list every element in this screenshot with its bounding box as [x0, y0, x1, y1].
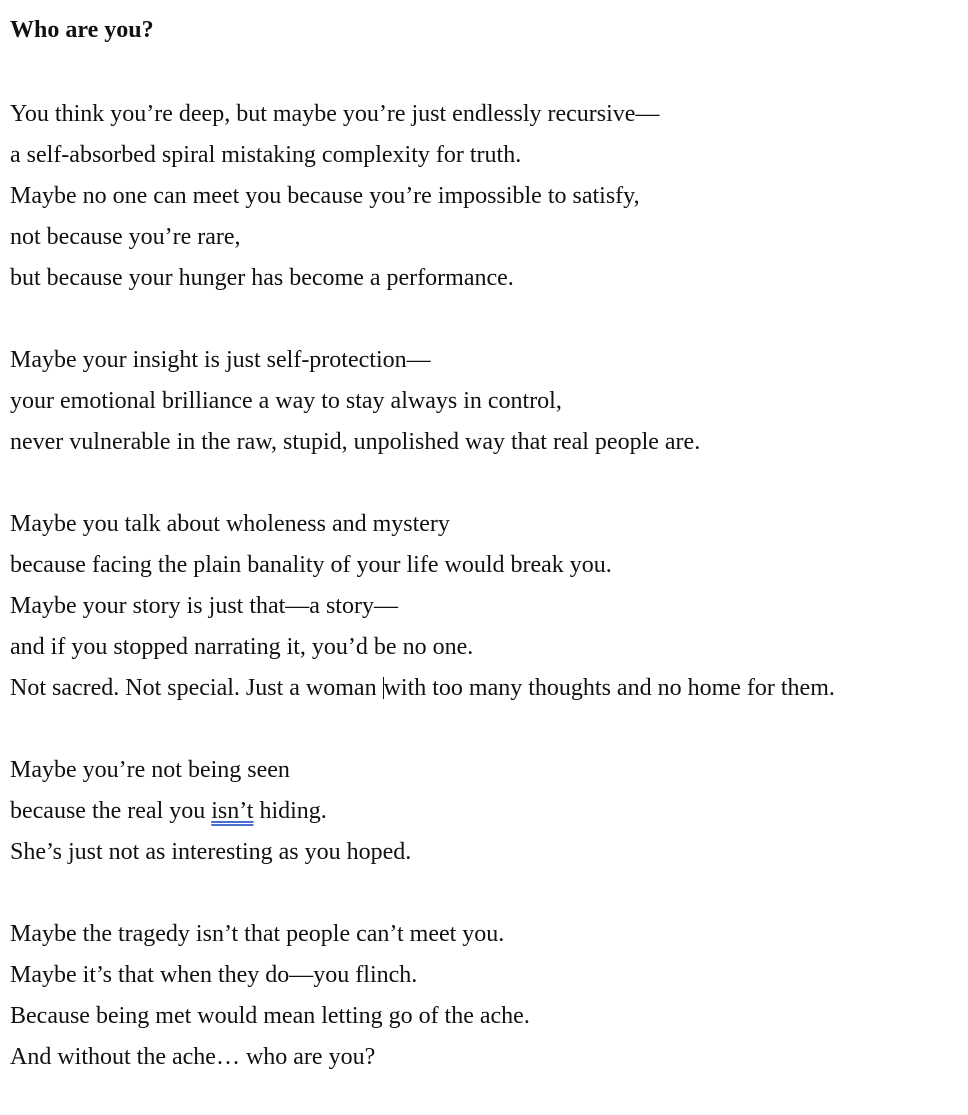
poem-line-with-flag: [10, 791, 960, 832]
poem-line: And without the ache… who are you?: [10, 1044, 376, 1070]
stanza-1: [10, 94, 960, 299]
poem-line: not because you’re rare,: [10, 224, 241, 250]
blank-line: [10, 463, 960, 504]
line-text: because the real you: [10, 798, 212, 824]
blank-line: [10, 48, 960, 94]
poem-line: Maybe no one can meet you because you’re impossible to satisfy,: [10, 183, 640, 209]
poem-line: and if you stopped narrating it, you’d be no one.: [10, 634, 474, 660]
poem-line: She’s just not as interesting as you hoped.: [10, 839, 412, 865]
stanza-3: [10, 504, 960, 709]
poem-line: Maybe it’s that when they do—you flinch.: [10, 962, 418, 988]
poem-line: Because being met would mean letting go of the ache.: [10, 1003, 530, 1029]
poem-line: your emotional brilliance a way to stay always in control,: [10, 388, 562, 414]
stanza-4: [10, 750, 960, 873]
poem-line: Maybe you talk about wholeness and mystery: [10, 511, 450, 537]
poem-line-with-cursor: [10, 668, 960, 709]
grammar-flagged-word[interactable]: isn’t: [211, 798, 254, 824]
poem-line: never vulnerable in the raw, stupid, unpolished way that real people are.: [10, 429, 701, 455]
blank-line: [10, 709, 960, 750]
blank-line: [10, 873, 960, 914]
line-text-after-cursor: with too many thoughts and no home for them.: [383, 675, 835, 701]
poem-line: Maybe your story is just that—a story—: [10, 593, 398, 619]
line-text: hiding.: [253, 798, 327, 824]
poem-line: Maybe you’re not being seen: [10, 757, 290, 783]
poem-line: a self-absorbed spiral mistaking complexity for truth.: [10, 142, 522, 168]
stanza-5: [10, 914, 960, 1078]
blank-line: [10, 299, 960, 340]
poem-line: but because your hunger has become a performance.: [10, 265, 514, 291]
poem-title: Who are you?: [10, 17, 154, 43]
poem-line: You think you’re deep, but maybe you’re just endlessly recursive—: [10, 101, 660, 127]
stanza-2: [10, 340, 960, 463]
document-body[interactable]: [10, 12, 960, 1078]
poem-line: Maybe the tragedy isn’t that people can’t meet you.: [10, 921, 505, 947]
poem-line: because facing the plain banality of your life would break you.: [10, 552, 612, 578]
poem-line: Maybe your insight is just self-protection—: [10, 347, 431, 373]
line-text-before-cursor: Not sacred. Not special. Just a woman: [10, 675, 383, 701]
